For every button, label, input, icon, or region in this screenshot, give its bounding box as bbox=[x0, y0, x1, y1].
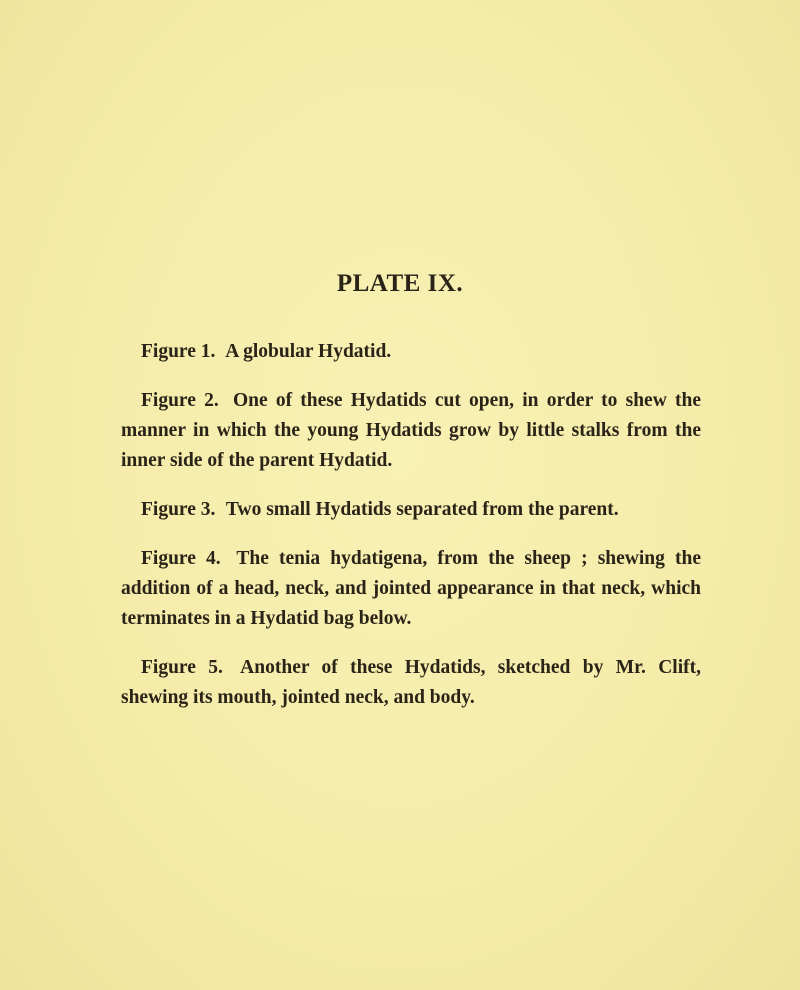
figure-caption-4 bbox=[121, 544, 701, 634]
figure-caption-2 bbox=[121, 386, 701, 476]
figure-caption-1 bbox=[121, 337, 701, 367]
figure-label: Figure 1. bbox=[141, 341, 216, 362]
figure-text: Two small Hydatids separated from the parent. bbox=[225, 499, 619, 520]
figure-text: One of these Hydatids cut open, in order to shew the manner in which the young Hydatids grow by little stalks from the inner side of the parent Hydatid. bbox=[121, 390, 701, 471]
figure-text: Another of these Hydatids, sketched by Mr. Clift, shewing its mouth, jointed neck, and body. bbox=[121, 657, 701, 708]
figure-label: Figure 5. bbox=[141, 657, 223, 678]
figure-caption-3 bbox=[121, 495, 701, 525]
figure-caption-5 bbox=[121, 653, 701, 713]
figure-captions bbox=[121, 337, 701, 732]
figure-label: Figure 3. bbox=[141, 499, 216, 520]
figure-text: The tenia hydatigena, from the sheep ; shewing the addition of a head, neck, and jointed appearance in that neck, which terminates in a Hydatid bag below. bbox=[121, 548, 701, 629]
plate-title: PLATE IX. bbox=[336, 270, 464, 297]
figure-label: Figure 2. bbox=[141, 390, 219, 411]
figure-label: Figure 4. bbox=[141, 548, 221, 569]
figure-text: A globular Hydatid. bbox=[225, 341, 392, 362]
